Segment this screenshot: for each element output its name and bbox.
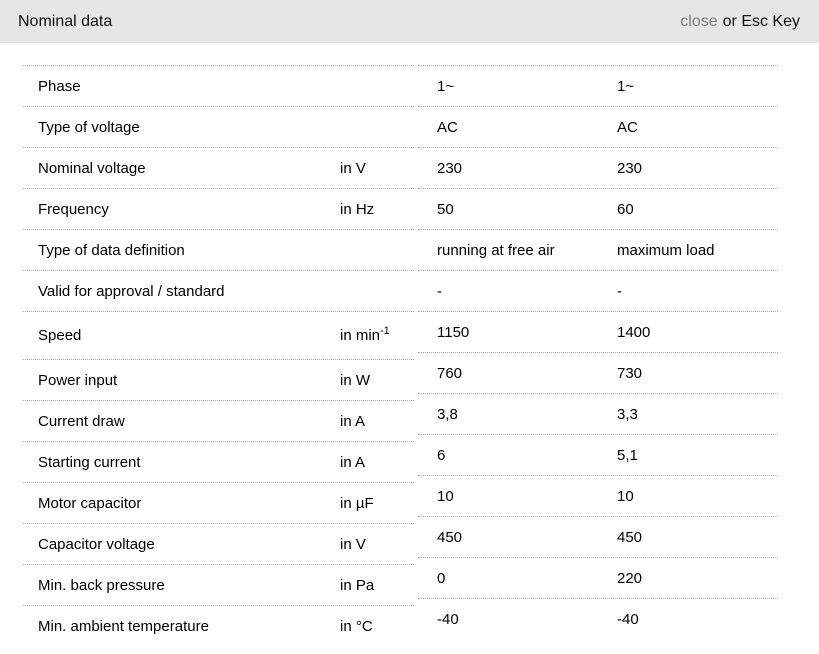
table-row [23,188,414,229]
row-value-1: 0 [437,569,446,587]
row-label: Speed [38,327,82,344]
row-value-1: 6 [437,446,446,464]
table-row-values [418,106,778,147]
table-row-values [418,65,778,106]
row-value-1: -40 [437,610,459,628]
table-row [23,482,414,523]
table-row [23,106,414,147]
table-row [23,229,414,270]
modal-header [0,0,819,43]
row-unit: in W [340,371,370,389]
row-value-2: 60 [617,200,634,218]
table-row [23,605,414,646]
row-value-1: 450 [437,528,463,546]
unit-superscript: -1 [380,325,390,337]
table-row-values [418,516,778,557]
table-row-values [418,188,778,229]
row-unit: in °C [340,617,373,635]
close-area [680,13,800,31]
row-label: Type of data definition [38,241,185,259]
close-button[interactable]: close [680,12,718,30]
row-value-2: maximum load [617,241,715,259]
table-row [23,147,414,188]
spec-table-labels [23,65,414,646]
row-value-2: 10 [617,487,634,505]
row-value-1: running at free air [437,241,555,259]
modal-title: Nominal data [18,12,113,30]
row-value-2: - [617,282,622,300]
table-row-values [418,229,778,270]
table-row-values [418,434,778,475]
table-row-values [418,557,778,598]
table-row [23,65,414,106]
spec-table-values [418,65,778,639]
row-label: Frequency [38,200,109,218]
table-row-values [418,147,778,188]
row-label: Starting current [38,453,141,471]
table-row-values [418,352,778,393]
row-value-1: 10 [437,487,454,505]
row-value-1: 3,8 [437,405,458,423]
row-unit: in Hz [340,200,375,218]
table-row [23,400,414,441]
table-row [23,359,414,400]
row-value-2: 5,1 [617,446,638,464]
table-row [23,523,414,564]
table-row-values [418,475,778,516]
row-value-1: 1~ [437,77,455,95]
table-row-values [418,393,778,434]
row-value-1: - [437,282,442,300]
row-unit: in V [340,535,366,553]
row-label: Valid for approval / standard [38,282,225,300]
esc-key-hint: or Esc Key [722,12,800,30]
row-value-2: 230 [617,159,643,177]
row-value-2: 1~ [617,77,635,95]
row-unit: in A [340,453,366,471]
table-row-values [418,311,778,352]
row-value-2: 3,3 [617,405,638,423]
row-value-2: 220 [617,569,643,587]
row-value-2: 450 [617,528,643,546]
row-value-2: 730 [617,364,643,382]
row-label: Motor capacitor [38,494,142,512]
row-value-2: 1400 [617,323,651,341]
row-value-2: AC [617,118,638,136]
row-label: Min. back pressure [38,576,165,594]
row-value-1: 50 [437,200,454,218]
table-row [23,564,414,605]
table-row [23,270,414,311]
row-unit: in A [340,412,366,430]
table-row-values [418,270,778,311]
table-row [23,311,414,359]
row-label: Capacitor voltage [38,535,155,553]
row-value-1: 230 [437,159,463,177]
row-unit: in $\min^{-1}$ [340,325,390,344]
row-unit: in µF [340,494,374,512]
row-value-1: 760 [437,364,463,382]
table-row-values [418,598,778,639]
table-row [23,441,414,482]
row-label: Phase [38,77,81,95]
row-value-1: 1150 [437,323,470,341]
row-unit: in Pa [340,576,375,594]
row-label: Power input [38,371,118,389]
row-value-1: AC [437,118,458,136]
row-value-2: -40 [617,610,639,628]
row-label: Nominal voltage [38,159,146,177]
row-unit: in V [340,159,366,177]
row-label: Type of voltage [38,118,140,136]
row-label: Current draw [38,412,125,430]
row-label: Min. ambient temperature [38,617,209,635]
